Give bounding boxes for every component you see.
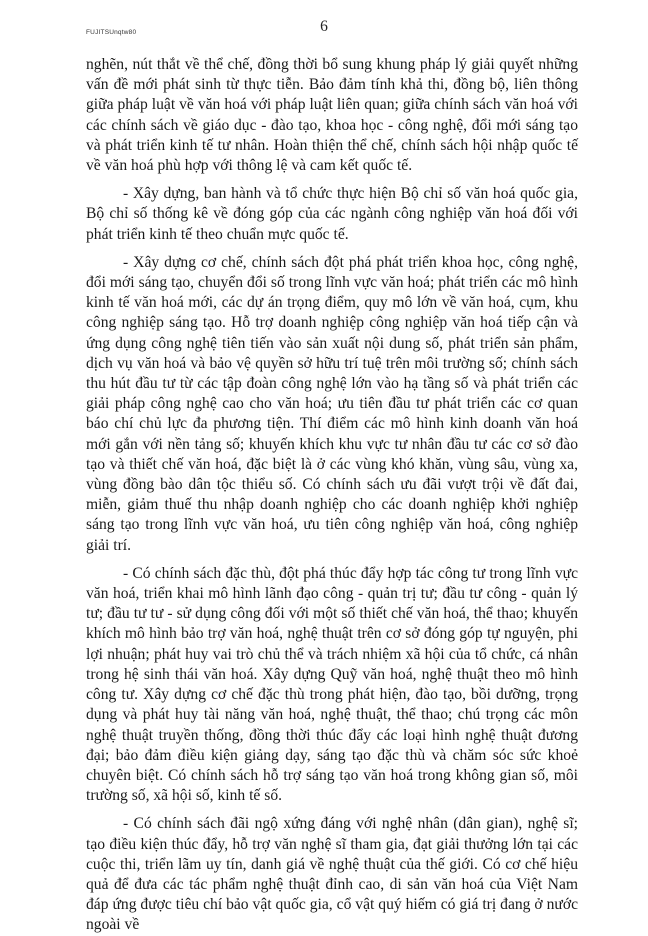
- document-code: FUJITSUnqtw80: [86, 29, 137, 36]
- paragraph-artisan-policy: - Có chính sách đãi ngộ xứng đáng với nghệ nhân (dân gian), nghệ sĩ; tạo điều kiện thúc đẩy, hỗ trợ văn nghệ sĩ tham gia, đạt giải thưởng lớn tại các cuộc thi, triển lãm uy tín, danh giá về nghệ thuật của thế giới. Có cơ chế hiệu quả để đưa các tác phẩm nghệ thuật đỉnh cao, di sản văn hoá của Việt Nam đáp ứng được tiêu chí bảo vật quốc gia, cổ vật quý hiếm có giá trị đang ở nước ngoài về: [86, 815, 578, 934]
- page-number: 6: [320, 18, 328, 35]
- paragraph-technology-innovation: - Xây dựng cơ chế, chính sách đột phá phát triển khoa học, công nghệ, đổi mới sáng tạo, chuyển đổi số trong lĩnh vực văn hoá; phát triển các mô hình kinh tế văn hoá mới, các dự án trọng điểm, quy mô lớn về văn hoá, cụm, khu công nghiệp sáng tạo. Hỗ trợ doanh nghiệp công nghiệp văn hoá tiếp cận và ứng dụng công nghệ tiên tiến vào sản xuất nội dung số, phát triển sản phẩm, dịch vụ văn hoá và bảo vệ quyền sở hữu trí tuệ trên môi trường số; chính sách thu hút đầu tư từ các tập đoàn công nghệ lớn vào hạ tầng số và phát triển các giải pháp công nghệ cao cho văn hoá; ưu tiên đầu tư phát triển các cơ quan báo chí chủ lực đa phương tiện. Thí điểm các mô hình kinh doanh văn hoá mới gắn với nền tảng số; khuyến khích khu vực tư nhân đầu tư các cơ sở đào tạo và thiết chế văn hoá, đặc biệt là ở các vùng khó khăn, vùng sâu, vùng xa, vùng đồng bào dân tộc thiểu số. Có chính sách ưu đãi vượt trội về đất đai, miễn, giảm thuế thu nhập doanh nghiệp cho các doanh nghiệp khởi nghiệp sáng tạo trong lĩnh vực văn hoá, ưu tiên công nghiệp văn hoá, công nghiệp giải trí.: [86, 253, 578, 554]
- paragraph-public-private-partnership: - Có chính sách đặc thù, đột phá thúc đẩy hợp tác công tư trong lĩnh vực văn hoá, triển khai mô hình lãnh đạo công - quản trị tư; đầu tư công - quản lý tư; đầu tư tư - sử dụng công đối với một số thiết chế văn hoá, thể thao; khuyến khích mô hình bảo trợ văn hoá, nghệ thuật trên cơ sở đóng góp tự nguyện, phi lợi nhuận; phát huy vai trò chủ thể và trách nhiệm xã hội của tổ chức, cá nhân trong hệ sinh thái văn hoá. Xây dựng Quỹ văn hoá, nghệ thuật theo mô hình công tư. Xây dựng cơ chế đặc thù trong phát hiện, đào tạo, bồi dưỡng, trọng dụng và phát huy tài năng văn hoá, nghệ thuật, thể thao; chú trọng các môn nghệ thuật truyền thống, đồng thời thúc đẩy các loại hình nghệ thuật đương đại; bảo đảm điều kiện giảng dạy, sáng tạo đặc thù và chăm sóc sức khoẻ chuyên biệt. Có chính sách hỗ trợ sáng tạo văn hoá trong không gian số, môi trường số, xã hội số, kinh tế số.: [86, 564, 578, 805]
- paragraph-continuation: nghẽn, nút thắt về thể chế, đồng thời bổ sung khung pháp lý giải quyết những vấn đề mới phát sinh từ thực tiễn. Bảo đảm tính khả thi, đồng bộ, liên thông giữa pháp luật về văn hoá với pháp luật liên quan; giữa chính sách văn hoá với các chính sách về giáo dục - đào tạo, khoa học - công nghệ, đổi mới sáng tạo và phát triển kinh tế tư nhân. Hoàn thiện thể chế, chính sách hội nhập quốc tế về văn hoá phù hợp với thông lệ và cam kết quốc tế.: [86, 56, 578, 175]
- paragraph-cultural-index: - Xây dựng, ban hành và tổ chức thực hiện Bộ chỉ số văn hoá quốc gia, Bộ chỉ số thống kê về đóng góp của các ngành công nghiệp văn hoá đối với phát triển kinh tế theo chuẩn mực quốc tế.: [86, 185, 578, 243]
- document-body: [86, 55, 578, 936]
